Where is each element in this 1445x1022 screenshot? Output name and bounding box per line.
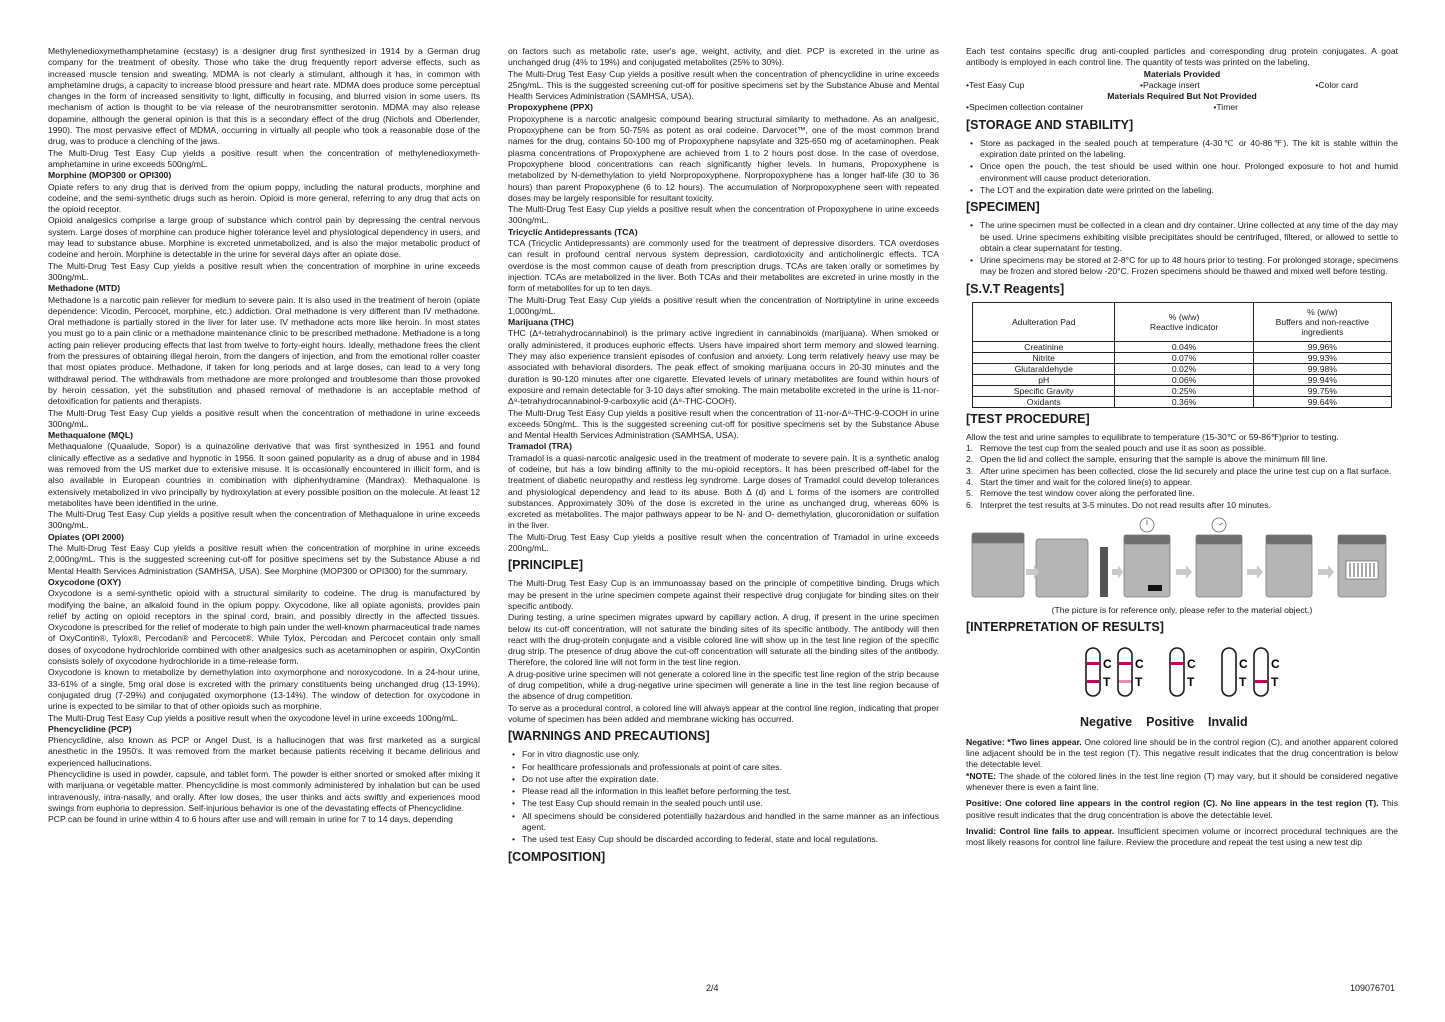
svt-header-cell: Adulteration Pad bbox=[973, 302, 1115, 341]
column-3 bbox=[966, 46, 1398, 848]
paragraph: Opioid analgesics comprise a large group of substance which control pain by depressing the central nervous system. Large doses of morphine can produce higher tolerance level and physiological dependency in users, and may lead to substance abuse. Morphine is excreted unmetabolized, and is also the major metabolic product of codeine and heroin. Morphine is detectable in the urine for several days after an opiate dose. bbox=[48, 215, 480, 260]
table-cell: 99.75% bbox=[1253, 385, 1391, 396]
procedure-intro: Allow the test and urine samples to equilibrate to temperature (15-30℃ or 59-86℉)prior to testing. bbox=[966, 431, 1339, 442]
strip-t-label: T bbox=[1271, 675, 1279, 690]
materials-provided-title: Materials Provided bbox=[1143, 68, 1221, 79]
table-cell: Glutaraldehyde bbox=[973, 363, 1115, 374]
strip-t-label: T bbox=[1135, 675, 1143, 690]
figure-caption: (The picture is for reference only, please refer to the material object.) bbox=[1051, 604, 1313, 615]
test-line bbox=[1119, 680, 1131, 683]
paragraph: Methaqualone (Quaalude, Sopor) is a quinazoline derivative that was first synthesized in 1951 and found clinically effective as a sedative and hypnotic in 1956. It soon gained popularity as a drug of abuse and in 1984 was removed from the US market due to extensive misuse. It is occasionally encountered in illicit form, and is also available in European countries in combination with diphenhydramine (Mandrax). Methaqualone is extensively metabolized in vivo principally by hydroxylation at every possible position on the molecule. At least 12 metabolites have been identified in the urine. bbox=[48, 441, 480, 508]
document-code: 109076701 bbox=[1350, 983, 1396, 993]
column-1 bbox=[48, 46, 480, 825]
table-cell: 0.04% bbox=[1115, 341, 1253, 352]
table-row bbox=[973, 363, 1392, 374]
paragraph: The Multi-Drug Test Easy Cup yields a positive result when the oxycodone level in urine exceeds 100ng/mL. bbox=[48, 712, 459, 723]
invalid-result: Invalid: Control line fails to appear. Insufficient specimen volume or incorrect procedural techniques are the most likely reasons for control line failure. Review the procedure and repeat the test using a new test dip bbox=[966, 825, 1398, 848]
paragraph: The Multi-Drug Test Easy Cup yields a positive result when the concentration of methylenedioxymeth-amphetamine in urine exceeds 500ng/mL. bbox=[48, 147, 480, 169]
interpretation-labels bbox=[1080, 717, 1398, 728]
section-subheading: Tricyclic Antidepressants (TCA) bbox=[508, 226, 638, 237]
step-text: After urine specimen has been collected, close the lid securely and place the urine test cup on a flat surface. bbox=[980, 465, 1392, 476]
label-negative: Negative bbox=[1080, 715, 1133, 730]
list-item: • Please read all the information in this leaflet before performing the test. bbox=[522, 786, 939, 797]
composition-text: Each test contains specific drug anti-coupled particles and corresponding drug protein conjugates. A goat antibody is employed in each control line. The quantity of tests was printed on the labeling. bbox=[966, 46, 1398, 68]
procedure-heading: [TEST PROCEDURE] bbox=[966, 411, 1090, 426]
step-number: 6. bbox=[966, 499, 974, 510]
section-subheading: Propoxyphene (PPX) bbox=[508, 102, 593, 113]
table-cell: 0.06% bbox=[1115, 374, 1253, 385]
strip-icon bbox=[1100, 547, 1108, 597]
note: *NOTE: The shade of the colored lines in the test line region (T) may vary, but it should be considered negative whenever there is even a faint line. bbox=[966, 770, 1398, 792]
test-line bbox=[1255, 680, 1267, 683]
section-heading: [WARNINGS AND PRECAUTIONS] bbox=[508, 729, 710, 744]
interpretation-heading: [INTERPRETATION OF RESULTS] bbox=[966, 620, 1164, 635]
positive-result: Positive: One colored line appears in the control region (C). No line appears in the test region (T). This positive result indicates that the drug concentration is above the detectable level. bbox=[966, 798, 1398, 820]
svt-header-cell: % (w/w) Reactive indicator bbox=[1115, 302, 1253, 341]
material-item: •Test Easy Cup bbox=[966, 79, 1025, 90]
storage-list bbox=[966, 138, 1398, 196]
section-subheading: Methaqualone (MQL) bbox=[48, 430, 133, 441]
table-cell: Specific Gravity bbox=[973, 385, 1115, 396]
material-item: •Package insert bbox=[1139, 79, 1200, 90]
paragraph: A drug-positive urine specimen will not generate a colored line in the specific test line region of the strip because of drug competition, while a drug-negative urine specimen will generate a line in the test line region because of the absence of drug competition. bbox=[508, 668, 939, 702]
negative-result: Negative: *Two lines appear. One colored line should be in the control region (C), and another apparent colored line adjacent should be in the test region (T). This negative result indicates that the drug concentration is below the detectable level. bbox=[966, 736, 1398, 770]
strip-c-label: C bbox=[1103, 657, 1112, 672]
paragraph: Oxycodone is a semi-synthetic opioid with a structural similarity to codeine. The drug is manufactured by modifying the baine, an alkaloid found in the opium poppy. Oxycodone, like all opiate agonists, provides pain relief by acting on opioid receptors in the spinal cord, brain, and possibly directly in the affected tissues. Oxycodone is prescribed for the relief of moderate to high pain under the well-known pharmaceutical trade names of OxyContin®, Tylox®, Percodan® and Percocet®. While Tylox, Percodan and Percocet contain only small doses of oxycodone hydrochloride combined with other analgesics such as acetaminophen or aspirin, OxyContin consists solely of oxycodone hydrochloride in a time-release form. bbox=[48, 588, 480, 667]
test-strip-icon bbox=[1170, 648, 1184, 696]
section-subheading: Tramadol (TRA) bbox=[508, 441, 572, 452]
procedure-step bbox=[966, 499, 1398, 511]
test-line bbox=[1087, 680, 1099, 683]
material-item: •Specimen collection container bbox=[966, 102, 1084, 113]
label-positive: Positive bbox=[1146, 715, 1195, 730]
paragraph: The Multi-Drug Test Easy Cup yields a positive result when the concentration of morphine in urine exceeds 2,000ng/mL. This is the suggested screening cut-off for positive specimens set by the Substance Abuse a nd Mental Health Services Administration (SAMHSA, USA). See Morphine (MOP300 or OPI300) for the summary. bbox=[48, 543, 480, 576]
interpretation-figure bbox=[966, 640, 1398, 712]
specimen-list bbox=[966, 220, 1398, 277]
step-text: Open the lid and collect the sample, ensuring that the sample is above the minimum fill line. bbox=[980, 454, 1328, 465]
specimen-heading: [SPECIMEN] bbox=[966, 200, 1040, 215]
step-text: Remove the test window cover along the perforated line. bbox=[980, 488, 1195, 499]
list-item: • Do not use after the expiration date. bbox=[522, 774, 939, 785]
table-cell: 99.94% bbox=[1253, 374, 1391, 385]
paragraph: The Multi-Drug Test Easy Cup yields a positive result when the concentration of Methaqualone in urine exceeds 300ng/mL. bbox=[48, 509, 480, 531]
cup-open-icon bbox=[1036, 539, 1088, 597]
procedure-step bbox=[966, 488, 1398, 499]
list-item: • Store as packaged in the sealed pouch at temperature (4-30℃ or 40-86℉). The kit is stable within the expiration date printed on the labeling. bbox=[980, 138, 1398, 161]
paragraph: The Multi-Drug Test Easy Cup yields a positive result when the concentration of Propoxyphene in urine exceeds 300ng/mL. bbox=[508, 204, 939, 226]
paragraph: To serve as a procedural control, a colored line will always appear at the control line region, indicating that proper volume of specimen has been added and membrane wicking has occurred. bbox=[508, 702, 939, 724]
list-item: • Once open the pouch, the test should be used within one hour. Prolonged exposure to hot and humid environment will cause product deterioration. bbox=[980, 161, 1398, 184]
procedure-figure bbox=[966, 517, 1398, 603]
paragraph: PCP can be found in urine within 4 to 6 hours after use and will remain in urine for 7 to 14 days, depending bbox=[48, 814, 453, 825]
test-strip-icon bbox=[1254, 648, 1268, 696]
table-cell: 99.96% bbox=[1253, 341, 1391, 352]
section-subheading: Marijuana (THC) bbox=[508, 317, 574, 328]
paragraph: Methadone is a narcotic pain reliever for medium to severe pain. It is also used in the treatment of heroin (opiate dependence: Vicodin, Percocet, morphine, etc.) addiction. Oral methadone is very different than IV methadone. Oral methadone is partially stored in the liver for later use. IV methadone acts more like heroin. In most states you must go to a pain clinic or a methadone maintenance clinic to be prescribed methadone. Methadone is a long acting pain reliever producing effects that last from twelve to forty-eight hours. Ideally, methadone frees the client from the pressures of obtaining illegal heroin, from the dangers of injection, and from the emotional roller coaster that most opiates produce. Methadone, if taken for long periods and at large doses, can lead to a very long withdrawal period. The withdrawals from methadone are more prolonged and troublesome than those provoked by heroin cessation, yet the substitution and phased removal of methadone is an acceptable method of detoxification for patients and therapists. bbox=[48, 294, 480, 407]
list-item: • The urine specimen must be collected in a clean and dry container. Urine collected at any time of the day may be used. Urine specimens exhibiting visible precipitates should be centrifuged, filtered, or allowed to settle to obtain a clear supernatant for testing. bbox=[980, 220, 1398, 254]
procedure-steps bbox=[966, 443, 1398, 511]
table-cell: pH bbox=[973, 374, 1115, 385]
storage-heading: [STORAGE AND STABILITY] bbox=[966, 117, 1134, 132]
procedure-step bbox=[966, 454, 1398, 465]
step-number: 2. bbox=[966, 454, 974, 465]
section-heading: [PRINCIPLE] bbox=[508, 558, 583, 573]
paragraph: The Multi-Drug Test Easy Cup yields a positive result when the concentration of morphine in urine exceeds 300ng/mL. bbox=[48, 260, 480, 282]
list-item: • The used test Easy Cup should be discarded according to federal, state and local regulations. bbox=[522, 834, 939, 845]
table-row bbox=[973, 374, 1392, 385]
table-row bbox=[973, 341, 1392, 352]
materials-provided-list bbox=[966, 80, 1398, 91]
list-item: • All specimens should be considered potentially hazardous and handled in the same manner as an infectious agent. bbox=[522, 811, 939, 834]
step-number: 3. bbox=[966, 465, 974, 476]
paragraph: Phencyclidine, also known as PCP or Angel Dust, is a hallucinogen that was first marketed as a surgical anesthetic in the 1950's. It was removed from the market because patients receiving it became delirious and experienced hallucinations. bbox=[48, 735, 480, 768]
cup-remove-cover-icon bbox=[1266, 541, 1312, 597]
svt-table bbox=[972, 302, 1392, 408]
bullet-list bbox=[508, 749, 939, 845]
paragraph: Phencyclidine is used in powder, capsule, and tablet form. The powder is either snorted or smoked after mixing it with marijuana or vegetable matter. Phencyclidine is most commonly administered by inhalation but can be used intravenously, intra-nasally, and orally. After low doses, the user thinks and acts swiftly and experiences mood swings from euphoria to depression. Self-injurious behavior is one of the devastating effects of Phencyclidine. bbox=[48, 769, 480, 813]
material-item: •Timer bbox=[1213, 102, 1238, 113]
section-subheading: Oxycodone (OXY) bbox=[48, 576, 122, 587]
list-item: • For in vitro diagnostic use only. bbox=[522, 749, 939, 760]
table-cell: 0.25% bbox=[1115, 385, 1253, 396]
step-text: Interpret the test results at 3-5 minutes. Do not read results after 10 minutes. bbox=[980, 499, 1271, 510]
materials-required-title: Materials Required But Not Provided bbox=[1107, 91, 1257, 102]
paragraph: The Multi-Drug Test Easy Cup yields a positive result when the concentration of Nortriptyline in urine exceeds 1,000ng/mL. bbox=[508, 294, 939, 316]
step-text: Remove the test cup from the sealed pouch and use it as soon as possible. bbox=[980, 443, 1267, 454]
test-strip-icon bbox=[1222, 648, 1236, 696]
paragraph: on factors such as metabolic rate, user's age, weight, activity, and diet. PCP is excreted in the urine as unchanged drug (4% to 19%) and conjugated metabolites (25% to 30%). bbox=[508, 46, 939, 68]
section-subheading: Methadone (MTD) bbox=[48, 283, 121, 294]
table-cell: Creatinine bbox=[973, 341, 1115, 352]
test-strip-icon bbox=[1086, 648, 1100, 696]
step-number: 1. bbox=[966, 443, 974, 454]
paragraph: Tramadol is a quasi-narcotic analgesic used in the treatment of moderate to severe pain. It is a synthetic analog of codeine, but has a low binding affinity to the mu-opioid receptors. It has been prescribed off-label for the treatment of diabetic neuropathy and restless leg syndrome. Large doses of Tramadol could develop tolerances and physiological dependency and lead to its abuse. Both Δ (d) and L forms of the isomers are controlled substances. Approximately 30% of the dose is excreted in the urine as unchanged drug, whereas 60% is excreted as metabolites. The major pathways appear to be N- and O- demethylation, glucoronidation or sulfation in the liver. bbox=[508, 452, 939, 531]
control-line bbox=[1119, 662, 1131, 665]
table-cell: 0.36% bbox=[1115, 396, 1253, 407]
section-subheading: Morphine (MOP300 or OPI300) bbox=[48, 170, 172, 181]
section-subheading: Phencyclidine (PCP) bbox=[48, 723, 132, 734]
paragraph: Oxycodone is known to metabolize by demethylation into oxymorphone and noroxycodone. In a 24-hour urine, 33-61% of a single, 5mg oral dose is excreted with the primary constituents being unchanged drug (13-19%), conjugated drug (7-29%) and conjugated oxymorphone (13-14%). The window of detection for oxycodone in urine is expected to be similar to that of other opioids such as morphine. bbox=[48, 667, 480, 712]
control-line bbox=[1087, 662, 1099, 665]
paragraph: The Multi-Drug Test Easy Cup yields a positive result when the concentration of phencyclidine in urine exceeds 25ng/mL. This is the suggested screening cut-off for positive specimens set by the Substance Abuse and Mental Health Services Administration (SAMHSA, USA). bbox=[508, 68, 939, 102]
paragraph: TCA (Tricyclic Antidepressants) are commonly used for the treatment of depressive disorders. TCA overdoses can result in profound central nervous system depression, cardiotoxicity and anticholinergic effects. TCA overdose is the most common cause of death from prescription drugs. TCAs are taken orally or sometimes by injection. TCAs are metabolized in the liver. Both TCAs and their metabolites are excreted in urine mostly in the form of metabolites for up to ten days. bbox=[508, 238, 939, 294]
table-cell: Nitrite bbox=[973, 352, 1115, 363]
cup-collect-icon bbox=[1124, 541, 1170, 597]
paragraph: During testing, a urine specimen migrates upward by capillary action. A drug, if present in the urine specimen below its cut-off concentration, will not saturate the binding sites of its specific antibody. The antibody will then react with the drug-protein conjugate and a visible colored line will show up in the test line region of the specific drug strip. The presence of drug above the cut-off concentration will saturate all the binding sites of the antibody. Therefore, the colored line will not form in the test line region. bbox=[508, 612, 939, 668]
material-item: •Color card bbox=[1315, 79, 1358, 90]
table-cell: Oxidants bbox=[973, 396, 1115, 407]
section-heading: [COMPOSITION] bbox=[508, 849, 606, 864]
paragraph: THC (Δ⁹-tetrahydrocannabinol) is the primary active ingredient in cannabinoids (marijuana). When smoked or orally administered, it produces euphoric effects. Users have impaired short term memory and slowed learning. They may also experience transient episodes of confusion and anxiety. Long term relatively heavy use may be associated with behavioral disorders. The peak effect of smoking marijuana occurs in 20-30 minutes and the duration is 90-120 minutes after one cigarette. Elevated levels of urinary metabolites are found within hours of exposure and remain detectable for 3-10 days after smoking. The main metabolite excreted in the urine is 11-nor-Δ⁹-tetrahydrocannabinol-9-carboxylic acid (Δ⁹-THC-COOH). bbox=[508, 328, 939, 407]
procedure-step bbox=[966, 476, 1398, 488]
paragraph: Methylenedioxymethamphetamine (ecstasy) is a designer drug first synthesized in 1914 by a German drug company for the treatment of obesity. Those who take the drug frequently report adverse effects, such as increased muscle tension and sweating. MDMA is not clearly a stimulant, although it has, in common with amphetamine drugs, a capacity to increase blood pressure and heart rate. MDMA does produce some perceptual changes in the form of increased sensitivity to light, difficulty in focusing, and blurred vision in some users. Its mechanism of action is thought to be via release of the neurotransmitter serotonin. MDMA may also release dopamine, although the general opinion is that this is a secondary effect of the drug (Nichols and Oberlender, 1990). The most pervasive effect of MDMA, occurring in virtually all people who took a reasonable dose of the drug, was to produce a clenching of the jaws. bbox=[48, 46, 480, 147]
strip-c-label: C bbox=[1187, 657, 1196, 672]
procedure-step bbox=[966, 465, 1398, 477]
svt-header-cell: % (w/w) Buffers and non-reactive ingredients bbox=[1253, 302, 1391, 341]
paragraph: Opiate refers to any drug that is derived from the opium poppy, including the natural products, morphine and codeine, and the semi-synthetic drugs such as heroin. Opioid is more general, referring to any drug that acts on the opioid receptor. bbox=[48, 181, 480, 215]
test-strip-icon bbox=[1118, 648, 1132, 696]
strip-t-label: T bbox=[1187, 675, 1195, 690]
step-number: 4. bbox=[966, 476, 974, 487]
list-item: • Urine specimens may be stored at 2-8°C for up to 48 hours prior to testing. For prolonged storage, specimens may be frozen and stored below -20°C. Frozen specimens should be thawed and mixed well before testing. bbox=[980, 255, 1398, 278]
list-item: • The LOT and the expiration date were printed on the labeling. bbox=[980, 185, 1398, 196]
table-cell: 0.07% bbox=[1115, 352, 1253, 363]
strip-t-label: T bbox=[1103, 675, 1111, 690]
table-cell: 99.98% bbox=[1253, 363, 1391, 374]
section-subheading: Opiates (OPI 2000) bbox=[48, 531, 124, 542]
strip-t-label: T bbox=[1239, 675, 1247, 690]
table-cell: 0.02% bbox=[1115, 363, 1253, 374]
list-item: • The test Easy Cup should remain in the sealed pouch until use. bbox=[522, 798, 939, 809]
label-invalid: Invalid bbox=[1208, 715, 1248, 730]
list-item: • For healthcare professionals and professionals at point of care sites. bbox=[522, 762, 939, 773]
cup-wait-icon bbox=[1196, 541, 1242, 597]
paragraph: The Multi-Drug Test Easy Cup is an immunoassay based on the principle of competitive binding. Drugs which may be present in the urine specimen compete against their respective drug conjugate for binding sites on their specific antibody. bbox=[508, 578, 939, 611]
page-number: 2/4 bbox=[706, 983, 719, 993]
paragraph: The Multi-Drug Test Easy Cup yields a positive result when the concentration of Tramadol in urine exceeds 200ng/mL. bbox=[508, 531, 939, 554]
table-cell: 99.64% bbox=[1253, 396, 1391, 407]
table-row bbox=[973, 385, 1392, 396]
strip-c-label: C bbox=[1271, 657, 1280, 672]
paragraph: The Multi-Drug Test Easy Cup yields a positive result when the concentration of 11-nor-Δ⁹-THC-9-COOH in urine exceeds 50ng/mL. This is the suggested screening cut-off for positive specimens set by the Substance Abuse and Mental Health Services Administration (SAMHSA, USA). bbox=[508, 407, 939, 441]
cup-sealed-icon bbox=[972, 539, 1024, 597]
control-line bbox=[1171, 662, 1183, 665]
table-row bbox=[973, 396, 1392, 407]
table-cell: 99.93% bbox=[1253, 352, 1391, 363]
table-row bbox=[973, 352, 1392, 363]
svt-heading: [S.V.T Reagents] bbox=[966, 281, 1065, 296]
column-2 bbox=[508, 46, 939, 870]
step-text: Start the timer and wait for the colored line(s) to appear. bbox=[980, 476, 1193, 487]
procedure-step bbox=[966, 443, 1398, 454]
paragraph: The Multi-Drug Test Easy Cup yields a positive result when the concentration of methadone in urine exceeds 300ng/mL. bbox=[48, 407, 480, 429]
strip-c-label: C bbox=[1135, 657, 1144, 672]
paragraph: Propoxyphene is a narcotic analgesic compound bearing structural similarity to methadone. As an analgesic, Propoxyphene can be from 50-75% as potent as oral codeine. Darvocet™, one of the most common brand names for the drug, contains 50-100 mg of Propoxyphene napsylate and 325-650 mg of acetaminophen. Peak plasma concentrations of Propoxyphene are achieved from 1 to 2 hours post dose. In the case of overdose, Propoxyphene blood concentrations can reach significantly higher levels. In humans, Propoxyphene is metabolized by N-demethylation to yield Norpropoxyphene. Norpropoxyphene has a longer half-life (30 to 36 hours) than parent Propoxyphene (6 to 12 hours). The accumulation of Norpropoxyphene seen with repeated doses may be largely responsible for resultant toxicity. bbox=[508, 113, 939, 203]
materials-required-list bbox=[966, 102, 1398, 113]
strip-c-label: C bbox=[1239, 657, 1248, 672]
step-number: 5. bbox=[966, 488, 974, 499]
